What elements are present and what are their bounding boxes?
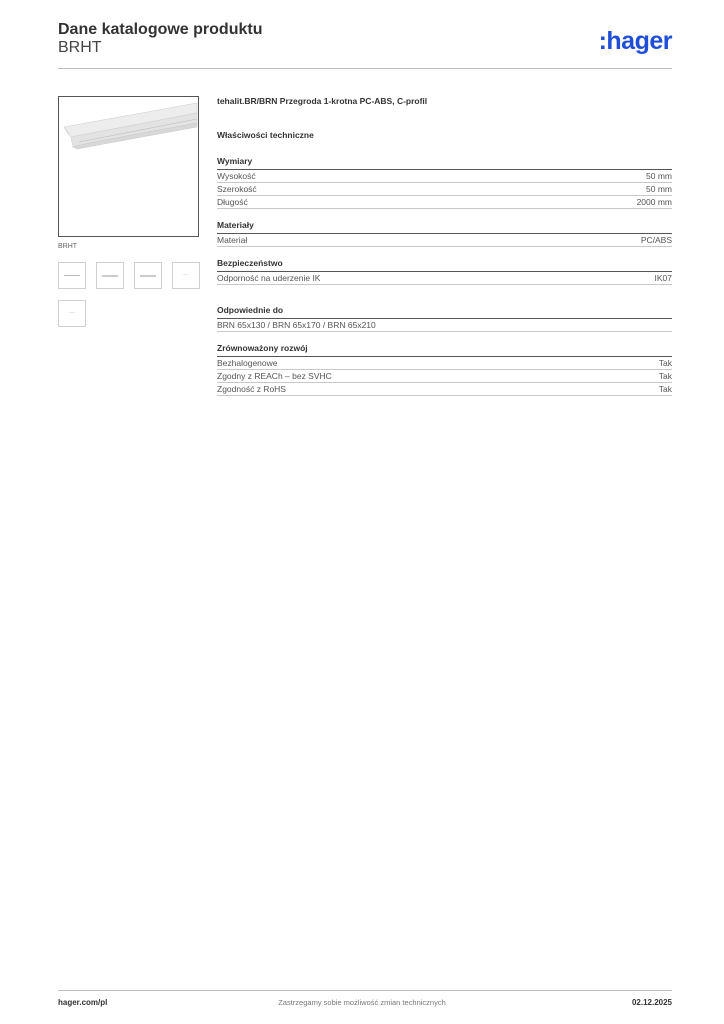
group-title-dimensions: Wymiary	[217, 156, 672, 170]
spec-sheet	[217, 96, 672, 396]
thumbnail-2[interactable]	[96, 262, 124, 289]
group-title-sustainability: Zrównoważony rozwój	[217, 343, 672, 357]
spec-row: Długość 2000 mm	[217, 197, 672, 207]
spec-row: Wysokość 50 mm	[217, 171, 672, 181]
thumbnail-4[interactable]: ···	[172, 262, 200, 289]
spec-row: BRN 65x130 / BRN 65x170 / BRN 65x210	[217, 319, 672, 332]
spec-row: Zgodny z REACh – bez SVHC Tak	[217, 371, 672, 381]
product-code: BRHT	[58, 39, 102, 56]
footer-website-link[interactable]: hager.com/pl	[58, 998, 108, 1007]
header-divider	[58, 68, 672, 69]
page-title: Dane katalogowe produktu	[58, 21, 263, 38]
thumbnail-3[interactable]	[134, 262, 162, 289]
footer-divider	[58, 990, 672, 991]
footer-date: 02.12.2025	[631, 998, 672, 1007]
spec-row: Odporność na uderzenie IK IK07	[217, 273, 672, 283]
thumbnail-1[interactable]	[58, 262, 86, 289]
thumbnail-5[interactable]: ···	[58, 300, 86, 327]
product-title: tehalit.BR/BRN Przegroda 1-krotna PC-ABS, C-profil	[217, 96, 428, 106]
product-image[interactable]	[58, 96, 199, 237]
spec-row: Bezhalogenowe Tak	[217, 358, 672, 368]
profile-illustration	[59, 97, 198, 236]
hager-logo: :hager	[598, 27, 672, 55]
spec-row: Szerokość 50 mm	[217, 184, 672, 194]
section-title: Właściwości techniczne	[217, 130, 314, 140]
group-title-materials: Materiały	[217, 220, 672, 234]
group-title-compatible: Odpowiednie do	[217, 305, 672, 319]
image-caption: BRHT	[58, 243, 78, 250]
spec-row: Materiał PC/ABS	[217, 235, 672, 245]
spec-row: Zgodność z RoHS Tak	[217, 384, 672, 394]
group-title-safety: Bezpieczeństwo	[217, 258, 672, 272]
footer-disclaimer: Zastrzegamy sobie możliwość zmian technicznych	[278, 998, 446, 1007]
